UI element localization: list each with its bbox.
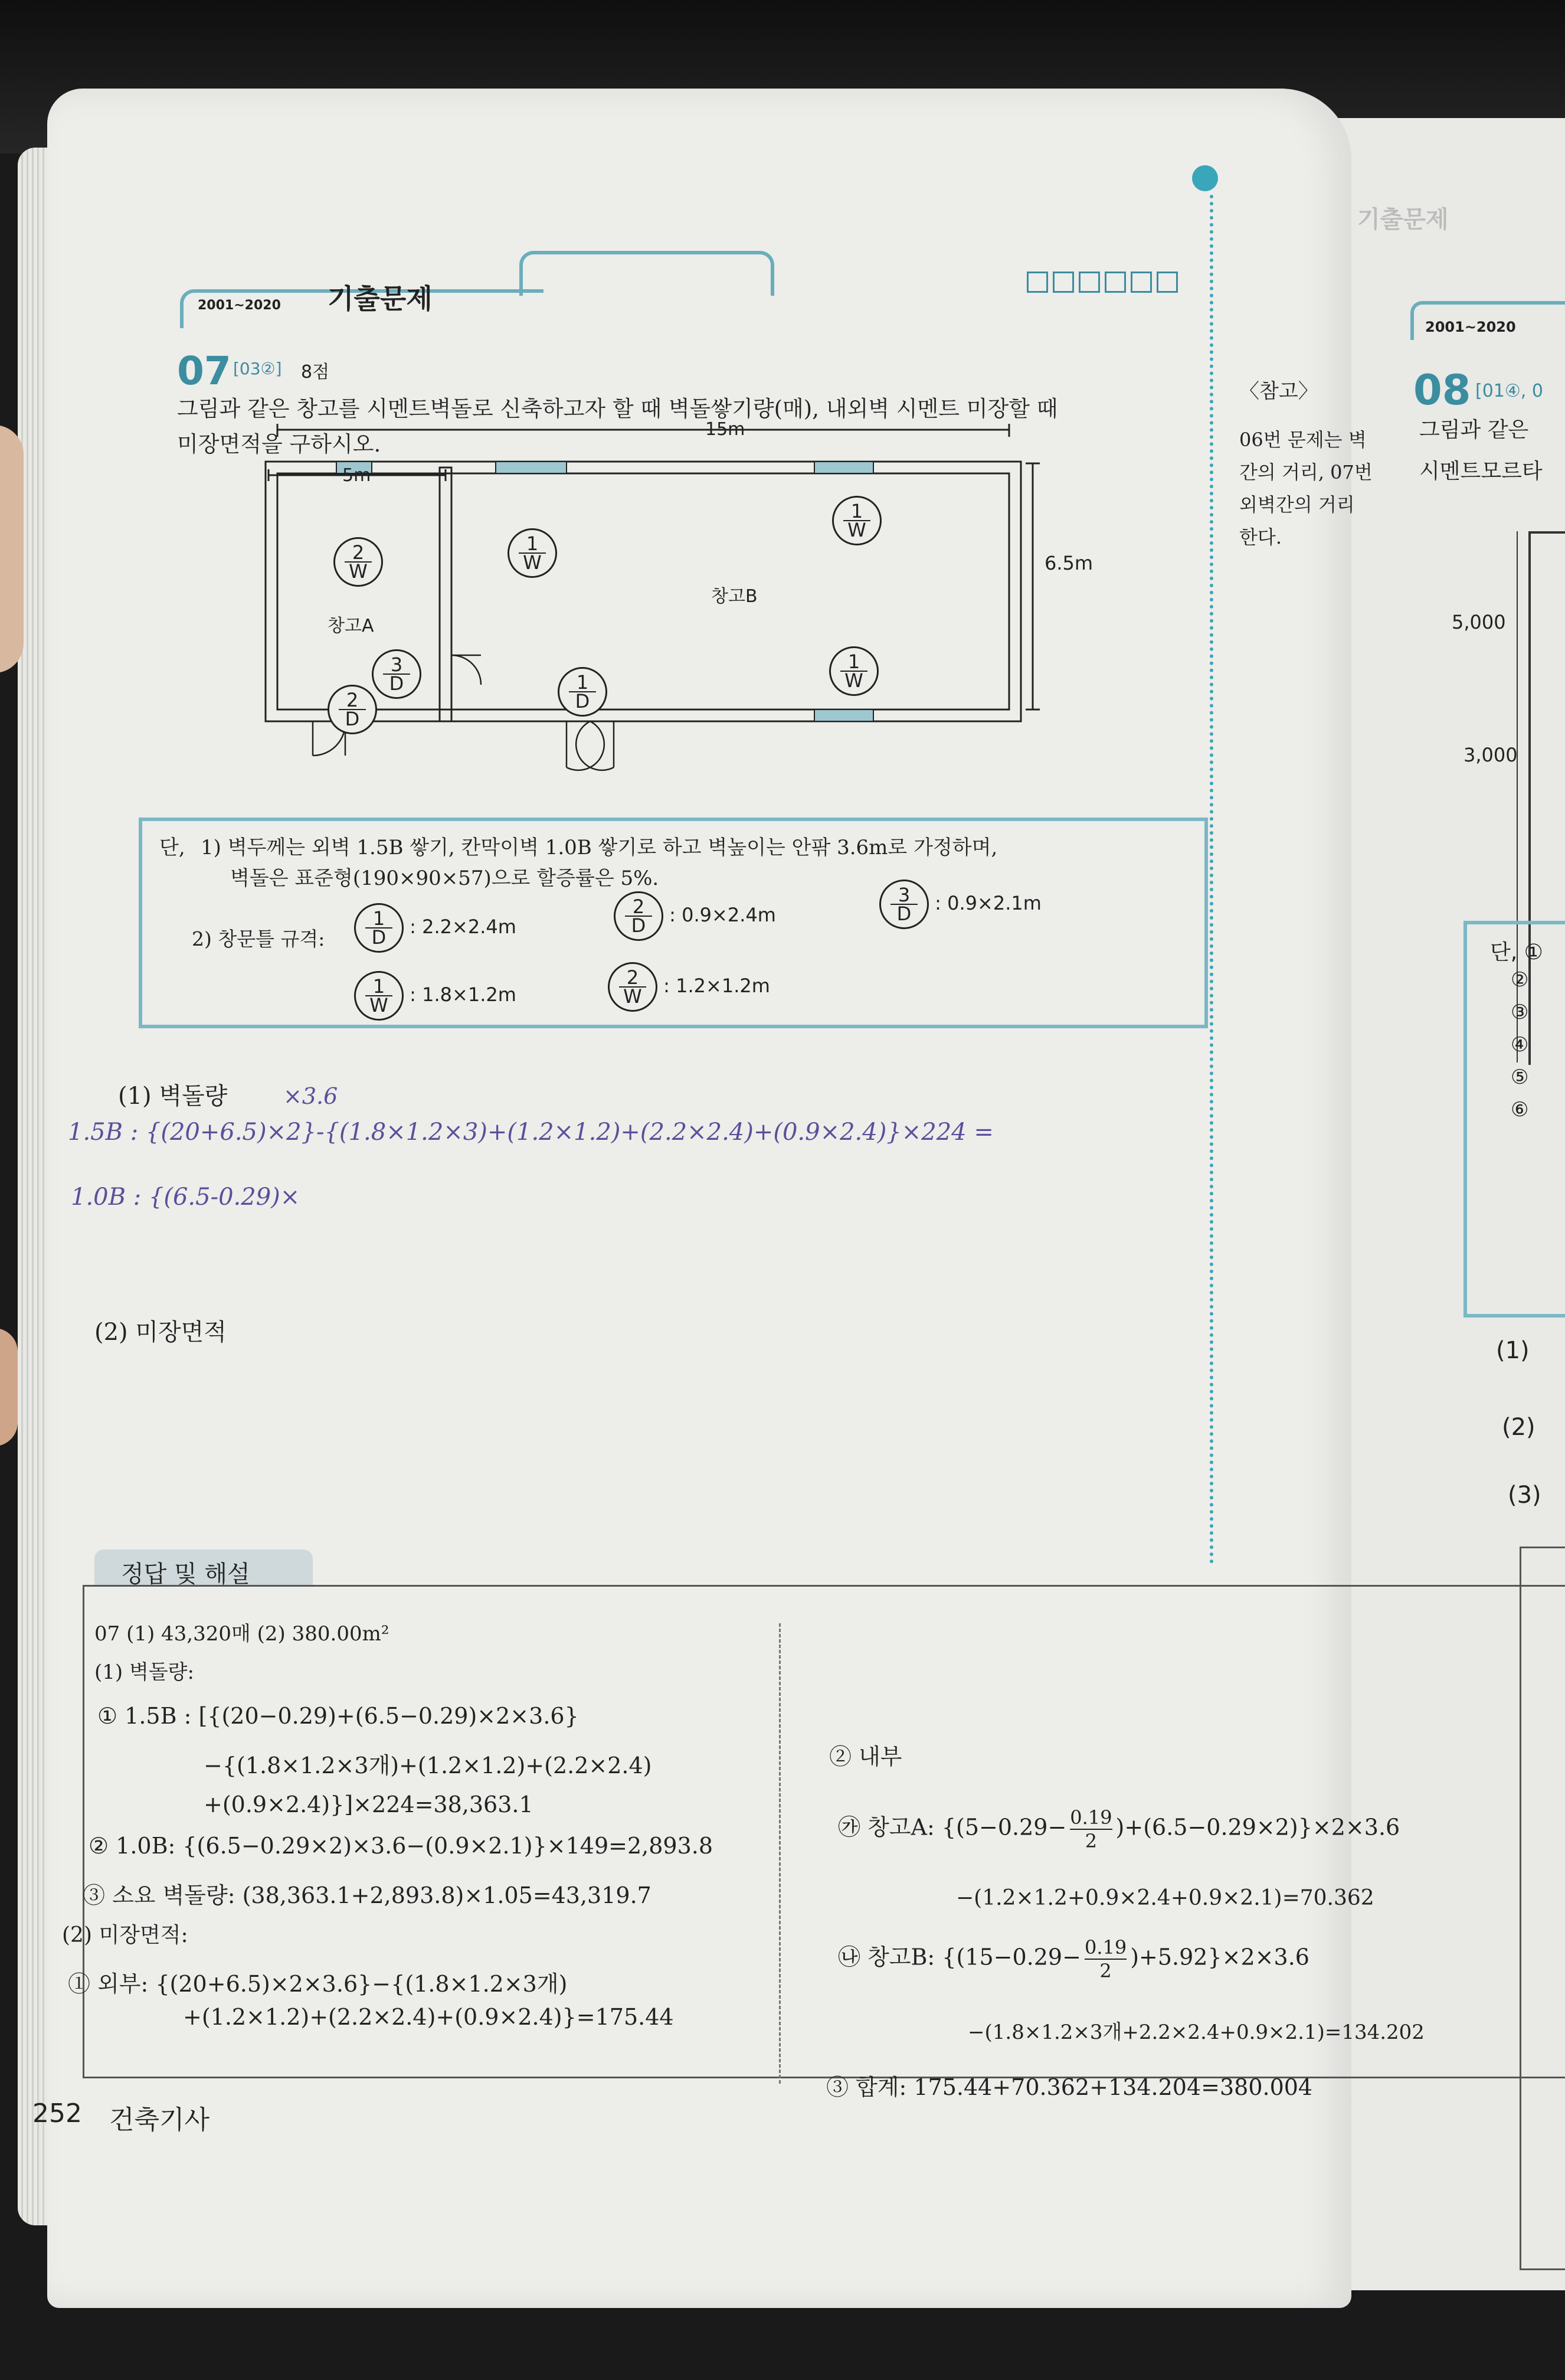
checkbox[interactable]	[1027, 272, 1048, 293]
symbol-window-1: $\frac{1}{W}$	[829, 646, 879, 696]
spec-window-2: $\frac{2}{W}$ : 1.2×1.2m	[608, 962, 770, 1012]
answer-summary: 07 (1) 43,320매 (2) 380.00m²	[94, 1622, 389, 1646]
right-cond-item: ⑤	[1511, 1065, 1529, 1089]
answer-line: +(1.2×1.2)+(2.2×2.4)+(0.9×2.4)}=175.44	[183, 2004, 674, 2030]
side-note-text: 간의 거리, 07번	[1239, 461, 1373, 483]
symbol-door-1: $\frac{1}{D}$	[558, 667, 607, 717]
spec-door-1: $\frac{1}{D}$ : 2.2×2.4m	[354, 903, 516, 953]
problem-text: 그림과 같은 창고를 시멘트벽돌로 신축하고자 할 때 벽돌쌓기량(매), 내외벽 시멘트 미장할 때	[177, 396, 1058, 421]
right-q3: (3)	[1508, 1482, 1541, 1509]
checkbox[interactable]	[1079, 272, 1100, 293]
right-q2: (2)	[1502, 1414, 1535, 1441]
condition-line: 1) 벽두께는 외벽 1.5B 쌓기, 칸막이벽 1.0B 쌓기로 하고 벽높이는 안팎 3.6m로 가정하며,	[201, 836, 998, 859]
handwritten-line: 1.5B : {(20+6.5)×2}-{(1.8×1.2×3)+(1.2×1.2)+(2.2×2.4)+(0.9×2.4)}×224 =	[68, 1119, 994, 1146]
header-tab-right	[519, 251, 774, 296]
checkbox[interactable]	[1131, 272, 1152, 293]
handwritten-line: 1.0B : {(6.5-0.29)×	[71, 1184, 300, 1211]
answer-tab-label: 정답 및 해설	[121, 1561, 250, 1588]
checkboxes	[1027, 272, 1183, 295]
answer-divider	[779, 1623, 781, 2084]
right-cond-item: ⑥	[1511, 1098, 1529, 1122]
symbol-window-2: $\frac{2}{W}$	[333, 537, 383, 587]
right-problem-source: [01④, 0	[1475, 381, 1543, 401]
answer-line-a: ㉮ 창고A: {(5−0.29− $\frac{0.19}{2}$ )+(6.5−0.29×2)}×2×3.6	[838, 1806, 1400, 1852]
dim-left: 5m	[342, 465, 371, 486]
finger	[0, 1328, 18, 1446]
answer-line: −{(1.8×1.2×3개)+(1.2×1.2)+(2.2×2.4)	[204, 1753, 652, 1779]
answer-line: +(0.9×2.4)}]×224=38,363.1	[204, 1791, 533, 1817]
right-cond-item: ③	[1511, 1001, 1529, 1024]
dim-total: 15m	[705, 419, 745, 440]
spec-window-1: $\frac{1}{W}$ : 1.8×1.2m	[354, 971, 516, 1021]
page-number: 252	[32, 2098, 82, 2129]
symbol-door-2: $\frac{2}{D}$	[328, 685, 377, 734]
answer-heading: (2) 미장면적:	[62, 1923, 188, 1947]
question-2: (2) 미장면적	[94, 1319, 227, 1346]
answer-line: ③ 소요 벽돌량: (38,363.1+2,893.8)×1.05=43,319.7	[83, 1882, 651, 1908]
conditions-prefix: 단,	[159, 836, 185, 859]
divider-dot	[1192, 165, 1218, 191]
side-note-text: 외벽간의 거리	[1239, 493, 1355, 516]
right-cond-item: ④	[1511, 1033, 1529, 1057]
right-cond-list	[1511, 968, 1528, 1130]
checkbox[interactable]	[1053, 272, 1074, 293]
right-problem-text: 시멘트모르타	[1419, 459, 1543, 483]
side-note-text: 한다.	[1239, 526, 1282, 548]
answer-line: ① 1.5B : [{(20−0.29)+(6.5−0.29)×2×3.6}	[97, 1703, 579, 1729]
question-1: (1) 벽돌량	[118, 1083, 228, 1110]
side-note-text: 06번 문제는 벽	[1239, 429, 1367, 451]
answer-line: −(1.2×1.2+0.9×2.4+0.9×2.1)=70.362	[956, 1886, 1374, 1910]
right-dim: 3,000	[1463, 744, 1518, 766]
floor-plan	[248, 419, 1104, 797]
answer-line: ② 1.0B: {(6.5−0.29×2)×3.6−(0.9×2.1)}×149=2,893.8	[89, 1833, 713, 1859]
answer-line-b: ㉯ 창고B: {(15−0.29− $\frac{0.19}{2}$ )+5.92}×2×3.6	[838, 1936, 1309, 1982]
dim-height: 6.5m	[1045, 552, 1093, 574]
right-cond-item: ②	[1511, 968, 1529, 992]
spec-door-2: $\frac{2}{D}$ : 0.9×2.4m	[614, 891, 776, 941]
book-title: 건축기사	[109, 2105, 210, 2135]
spec-door-3: $\frac{3}{D}$ : 0.9×2.1m	[879, 880, 1042, 929]
symbol-door-3: $\frac{3}{D}$	[372, 649, 421, 699]
checkbox[interactable]	[1157, 272, 1178, 293]
answer-line: −(1.8×1.2×3개+2.2×2.4+0.9×2.1)=134.202	[968, 2021, 1425, 2044]
room-a-label: 창고A	[328, 616, 374, 636]
right-cond-prefix: 단, ①	[1490, 940, 1543, 965]
problem-number: 07	[177, 348, 231, 394]
year-range: 2001~2020	[198, 298, 281, 313]
section-title: 기출문제	[328, 283, 433, 315]
room-b-label: 창고B	[711, 586, 758, 607]
side-note-title: 〈참고〉	[1239, 380, 1318, 403]
problem-source: [03②]	[233, 359, 282, 378]
condition-spec-label: 2) 창문틀 규격:	[192, 927, 325, 950]
right-q1: (1)	[1496, 1337, 1530, 1364]
symbol-window-1: $\frac{1}{W}$	[832, 496, 882, 545]
right-problem-number: 08	[1413, 366, 1471, 414]
answer-line: ③ 합계: 175.44+70.362+134.204=380.004	[826, 2074, 1313, 2100]
symbol-window-1: $\frac{1}{W}$	[508, 528, 557, 578]
answer-line: ① 외부: {(20+6.5)×2×3.6}−{(1.8×1.2×3개)	[68, 1971, 568, 1997]
problem-points: 8점	[301, 362, 330, 382]
checkbox[interactable]	[1105, 272, 1126, 293]
finger	[0, 425, 24, 673]
problem-text: 미장면적을 구하시오.	[177, 431, 381, 457]
right-year-range: 2001~2020	[1425, 319, 1516, 335]
dotted-divider	[1210, 195, 1213, 1564]
right-header-word: 기출문제	[1357, 206, 1449, 233]
answer-line: ② 내부	[829, 1744, 902, 1770]
right-dim: 5,000	[1452, 611, 1506, 633]
right-problem-text: 그림과 같은	[1419, 418, 1529, 442]
answer-heading: (1) 벽돌량:	[94, 1660, 194, 1684]
handwritten-note: ×3.6	[283, 1083, 338, 1109]
condition-line: 벽돌은 표준형(190×90×57)으로 할증률은 5%.	[230, 867, 659, 890]
